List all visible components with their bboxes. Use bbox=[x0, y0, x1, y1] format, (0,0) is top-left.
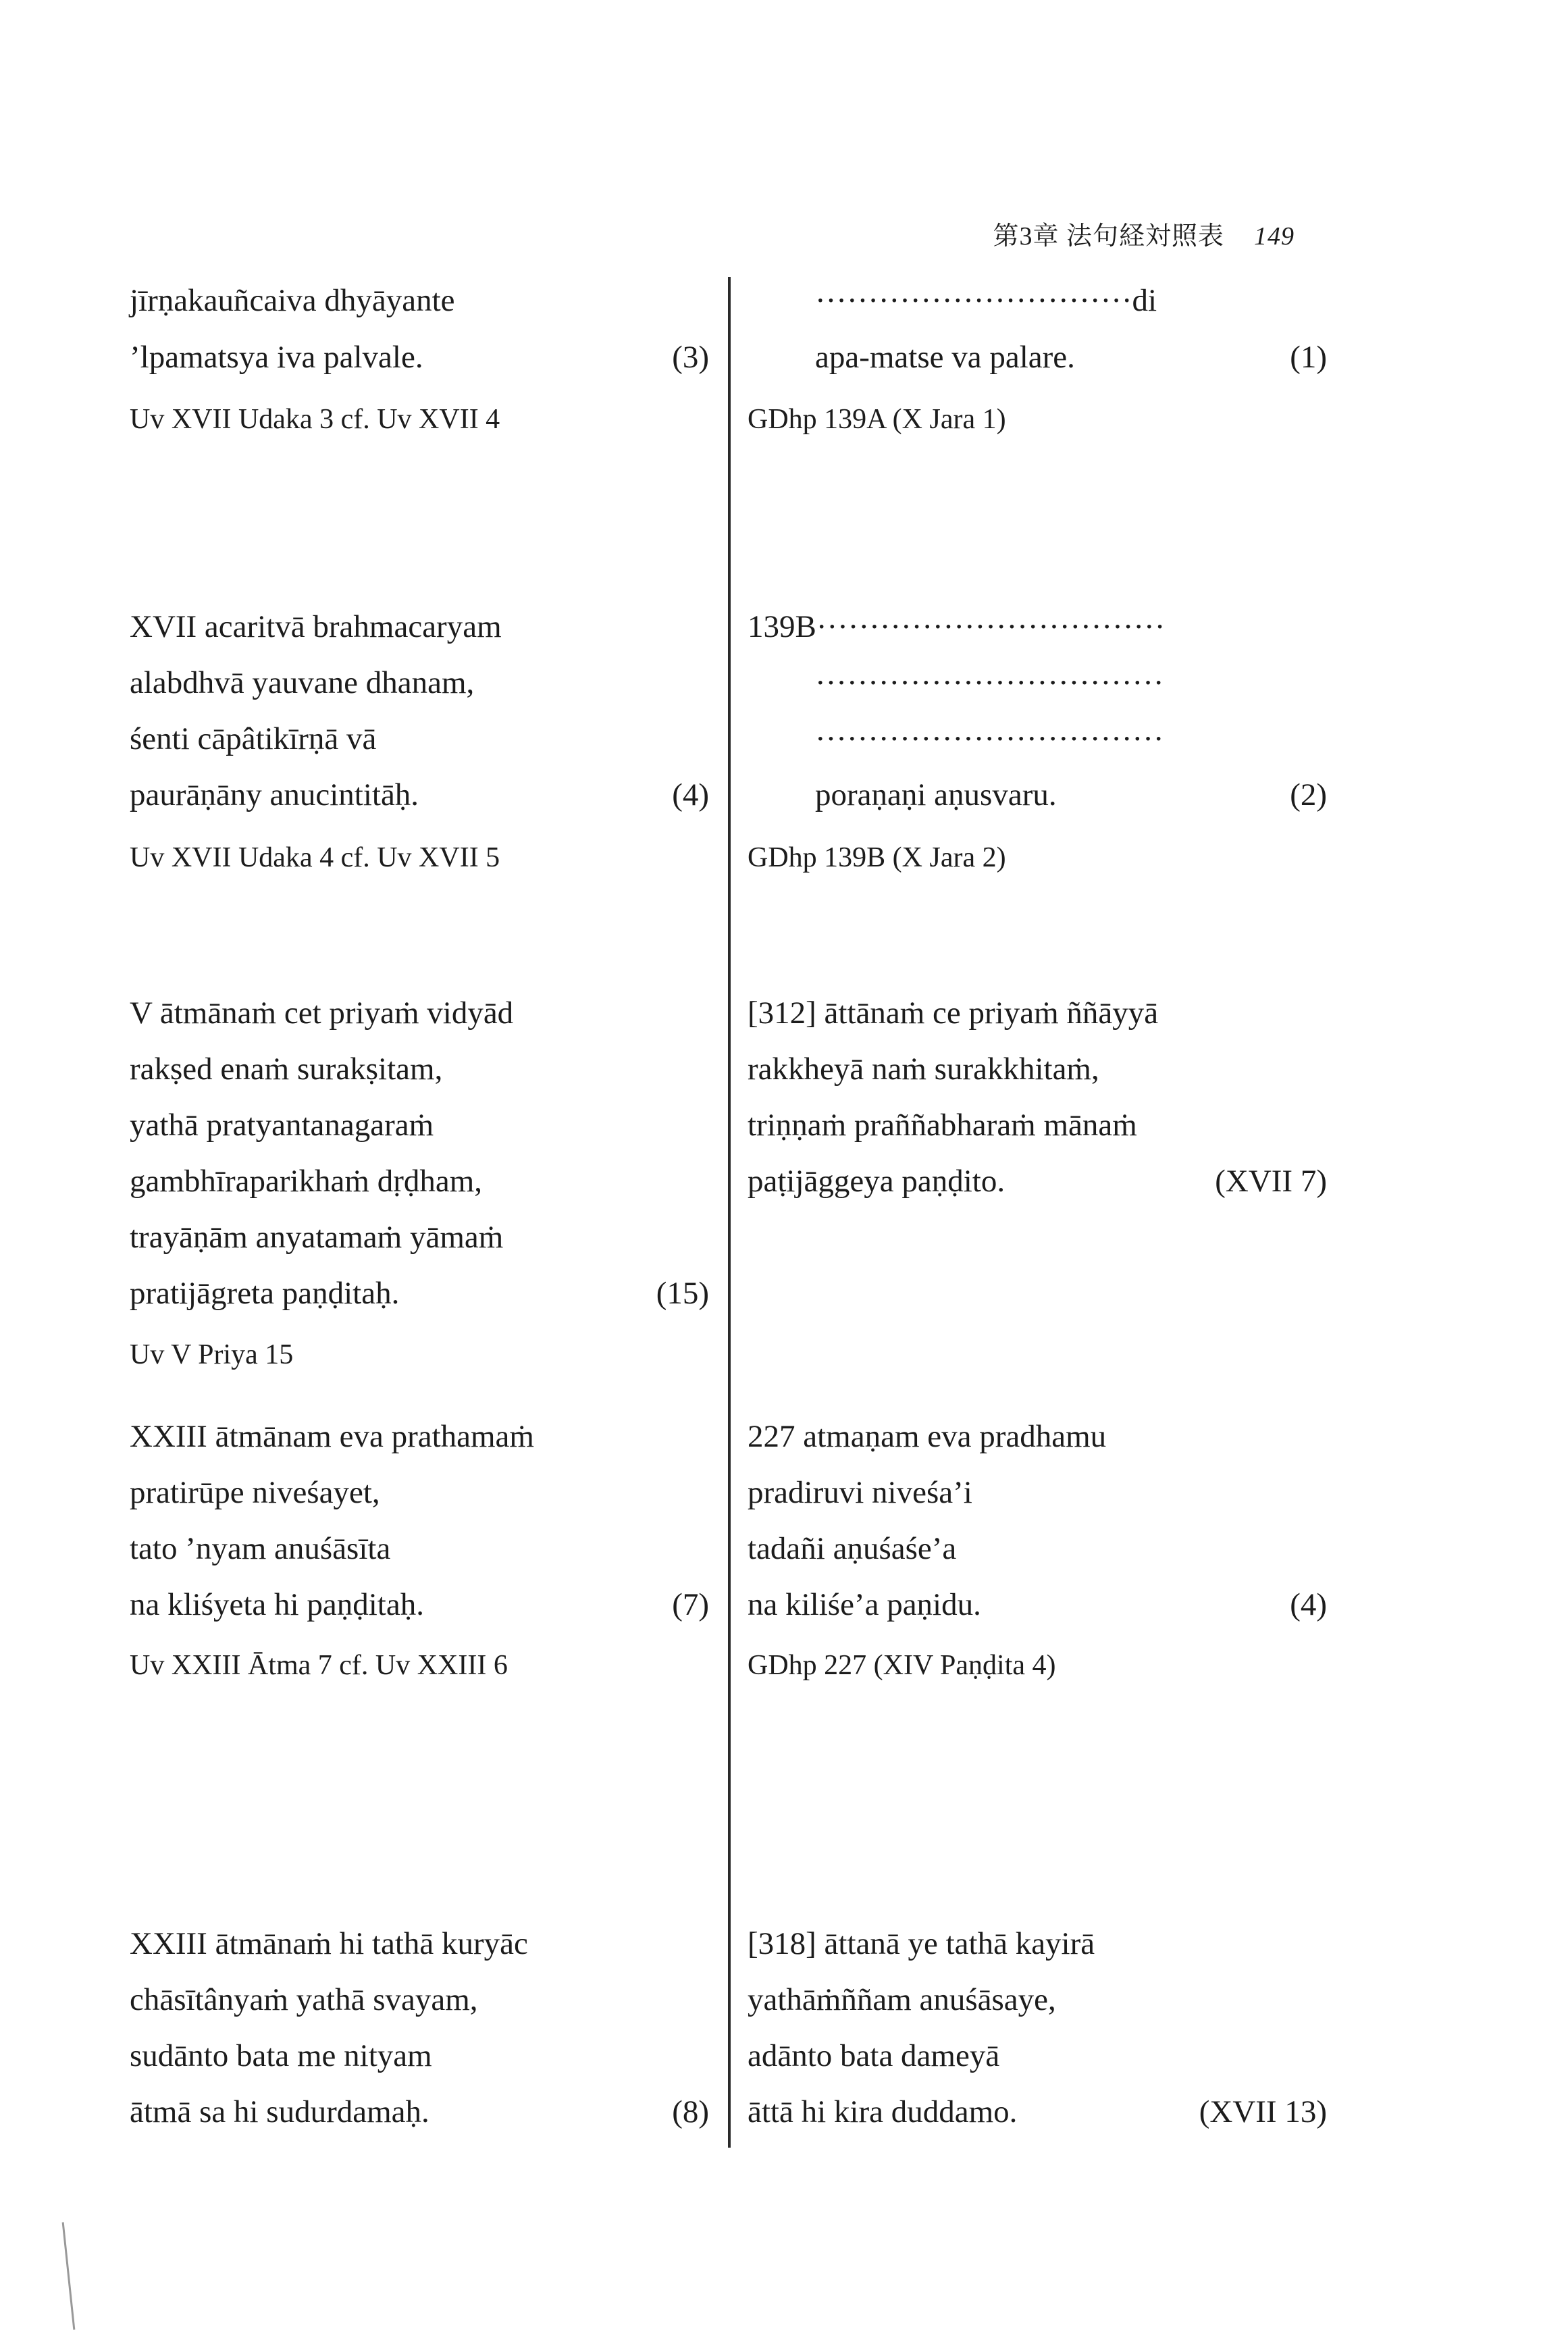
verse-line: pradiruvi niveśa’i bbox=[748, 1475, 972, 1510]
verse-line: XXIII ātmānam eva prathamaṁ bbox=[130, 1419, 534, 1454]
verse-number: (15) bbox=[656, 1276, 709, 1311]
verse-line: gambhīraparikhaṁ dṛḍham, bbox=[130, 1164, 483, 1199]
verse-number: (XVII 13) bbox=[1199, 2094, 1327, 2129]
verse-line: adānto bata dameyā bbox=[748, 2038, 1000, 2073]
verse-reference: GDhp 139A (X Jara 1) bbox=[748, 404, 1006, 435]
verse-line: yathāṁññam anuśāsaye, bbox=[748, 1982, 1056, 2017]
verse-number: (4) bbox=[1290, 1587, 1327, 1622]
verse-reference: Uv XVII Udaka 4 cf. Uv XVII 5 bbox=[130, 842, 500, 873]
page-header bbox=[993, 215, 1295, 252]
verse-number: (1) bbox=[1290, 340, 1327, 375]
verse-line: poraṇaṇi aṇusvaru. (2) bbox=[748, 768, 1327, 822]
verse-line: chāsītânyaṁ yathā svayam, bbox=[130, 1982, 478, 2017]
verse-line: tato ’nyam anuśāsīta bbox=[130, 1531, 391, 1566]
verse-line: 139B································· bbox=[748, 609, 1166, 644]
verse-line: rakkheyā naṁ surakkhitaṁ, bbox=[748, 1052, 1099, 1087]
column-divider bbox=[728, 277, 731, 2148]
verse-number: (4) bbox=[672, 777, 709, 812]
verse-line: ’lpamatsya iva palvale. (3) bbox=[130, 330, 709, 384]
verse-line: rakṣed enaṁ surakṣitam, bbox=[130, 1052, 443, 1087]
verse-number: (3) bbox=[672, 340, 709, 375]
verse-line: āttā hi kira duddamo. (XVII 13) bbox=[748, 2085, 1327, 2139]
page-number: 149 bbox=[1254, 222, 1295, 251]
verse-line: XXIII ātmānaṁ hi tathā kuryāc bbox=[130, 1926, 528, 1961]
verse-reference: Uv V Priya 15 bbox=[130, 1339, 294, 1370]
verse-reference: Uv XVII Udaka 3 cf. Uv XVII 4 bbox=[130, 404, 500, 435]
verse-line: [312] āttānaṁ ce priyaṁ ññāyyā bbox=[748, 995, 1159, 1031]
verse-line: śenti cāpâtikīrṇā vā bbox=[130, 721, 377, 756]
verse-reference: GDhp 139B (X Jara 2) bbox=[748, 842, 1006, 873]
verse-line: paurāṇāny anucintitāḥ. (4) bbox=[130, 768, 709, 822]
chapter-title: 第3章 法句経対照表 bbox=[993, 222, 1224, 251]
verse-line: sudānto bata me nityam bbox=[130, 2038, 432, 2073]
verse-line: na kiliśe’a paṇidu. (4) bbox=[748, 1578, 1327, 1632]
verse-line: alabdhvā yauvane dhanam, bbox=[130, 665, 475, 700]
scan-mark bbox=[62, 2222, 76, 2329]
verse-line: tadañi aṇuśaśe’a bbox=[748, 1531, 957, 1566]
verse-line: yathā pratyantanagaraṁ bbox=[130, 1108, 434, 1143]
verse-line: V ātmānaṁ cet priyaṁ vidyād bbox=[130, 995, 514, 1031]
verse-number: (7) bbox=[672, 1587, 709, 1622]
verse-line: pratijāgreta paṇḍitaḥ. (15) bbox=[130, 1266, 709, 1320]
verse-line: pratirūpe niveśayet, bbox=[130, 1475, 380, 1510]
verse-reference: GDhp 227 (XIV Paṇḍita 4) bbox=[748, 1650, 1056, 1681]
verse-reference: Uv XXIII Ātma 7 cf. Uv XXIII 6 bbox=[130, 1650, 508, 1681]
verse-line: [318] āttanā ye tathā kayirā bbox=[748, 1926, 1095, 1961]
verse-line: ······························di bbox=[815, 283, 1157, 318]
verse-line: trayāṇām anyatamaṁ yāmaṁ bbox=[130, 1220, 504, 1255]
verse-line: triṇṇaṁ praññabharaṁ mānaṁ bbox=[748, 1108, 1137, 1143]
verse-line: paṭijāggeya paṇḍito. (XVII 7) bbox=[748, 1154, 1327, 1208]
verse-number: (XVII 7) bbox=[1215, 1164, 1327, 1199]
verse-line: apa-matse va palare. (1) bbox=[748, 330, 1327, 384]
verse-number: (8) bbox=[672, 2094, 709, 2129]
verse-line: XVII acaritvā brahmacaryam bbox=[130, 609, 502, 644]
verse-line: ································· bbox=[815, 721, 1164, 756]
verse-line: 227 atmaṇam eva pradhamu bbox=[748, 1419, 1107, 1454]
verse-line: na kliśyeta hi paṇḍitaḥ. (7) bbox=[130, 1578, 709, 1632]
verse-number: (2) bbox=[1290, 777, 1327, 812]
verse-line: ································· bbox=[815, 665, 1164, 700]
verse-line: ātmā sa hi sudurdamaḥ. (8) bbox=[130, 2085, 709, 2139]
verse-line: jīrṇakauñcaiva dhyāyante bbox=[130, 283, 455, 318]
